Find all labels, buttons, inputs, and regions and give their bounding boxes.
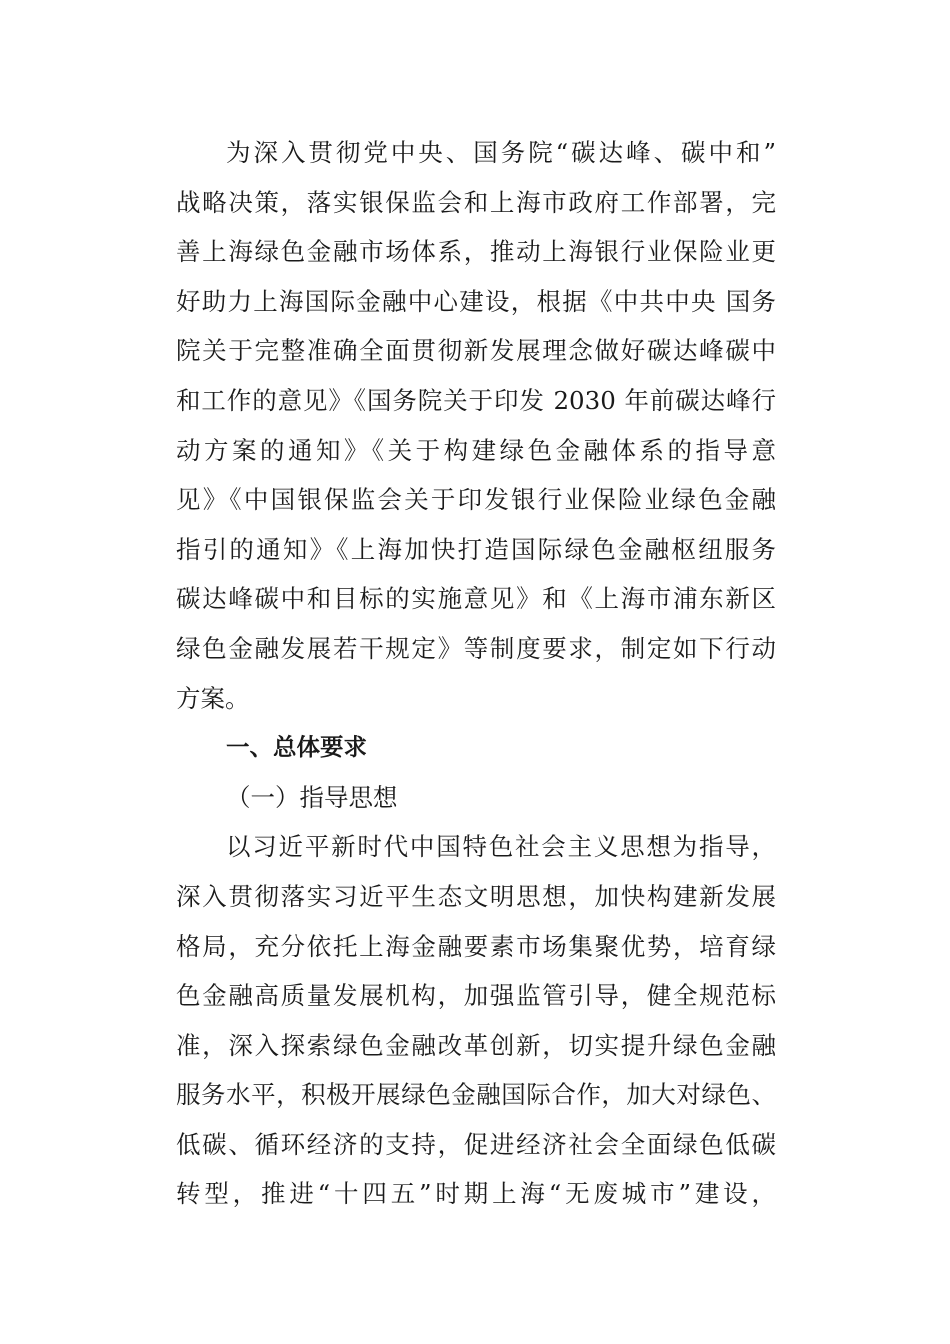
paragraph-line: 方案。 bbox=[176, 683, 250, 713]
paragraph-line: 和工作的意见》《国务院关于印发 2030 年前碳达峰行 bbox=[176, 385, 776, 415]
paragraph-line: 为深入贯彻党中央、国务院“碳达峰、碳中和” bbox=[226, 138, 776, 167]
paragraph-line: 色金融高质量发展机构，加强监管引导，健全规范标 bbox=[176, 981, 776, 1011]
paragraph-line: 院关于完整准确全面贯彻新发展理念做好碳达峰碳中 bbox=[176, 336, 776, 366]
paragraph-line: 绿色金融发展若干规定》等制度要求，制定如下行动 bbox=[176, 633, 776, 663]
paragraph-line: 格局，充分依托上海金融要素市场集聚优势，培育绿 bbox=[176, 931, 776, 961]
paragraph-line: 善上海绿色金融市场体系，推动上海银行业保险业更 bbox=[176, 237, 776, 267]
paragraph-line: 转型，推进“十四五”时期上海“无废城市”建设， bbox=[176, 1179, 776, 1209]
paragraph-line: 动方案的通知》《关于构建绿色金融体系的指导意 bbox=[176, 435, 776, 465]
document-body bbox=[176, 128, 776, 1219]
paragraph-line: 见》《中国银保监会关于印发银行业保险业绿色金融 bbox=[176, 485, 776, 515]
paragraph-line: 服务水平，积极开展绿色金融国际合作，加大对绿色、 bbox=[176, 1080, 776, 1110]
paragraph-line: 准，深入探索绿色金融改革创新，切实提升绿色金融 bbox=[176, 1030, 776, 1060]
paragraph-line: 碳达峰碳中和目标的实施意见》和《上海市浦东新区 bbox=[176, 584, 776, 614]
subsection-heading: （一）指导思想 bbox=[226, 782, 398, 812]
paragraph-line: 深入贯彻落实习近平生态文明思想，加快构建新发展 bbox=[176, 881, 776, 911]
paragraph-line: 好助力上海国际金融中心建设，根据《中共中央 国务 bbox=[176, 286, 776, 316]
paragraph-line: 低碳、循环经济的支持，促进经济社会全面绿色低碳 bbox=[176, 1129, 776, 1159]
paragraph-line: 指引的通知》《上海加快打造国际绿色金融枢纽服务 bbox=[176, 534, 776, 564]
paragraph-line: 以习近平新时代中国特色社会主义思想为指导， bbox=[226, 832, 776, 862]
paragraph-line: 战略决策，落实银保监会和上海市政府工作部署，完 bbox=[176, 187, 776, 217]
section-heading: 一、总体要求 bbox=[226, 733, 367, 762]
